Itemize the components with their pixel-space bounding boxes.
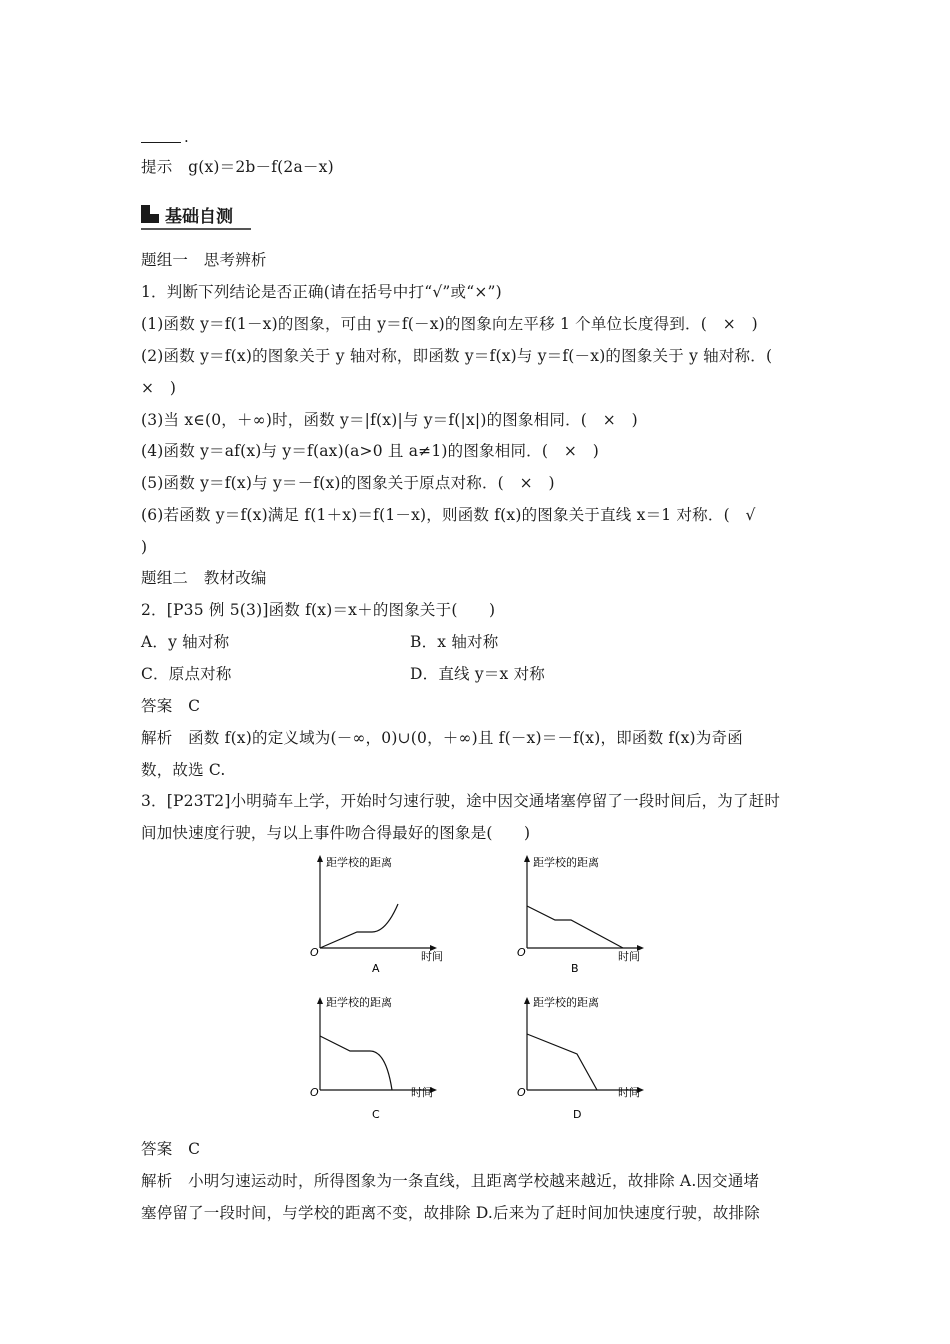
q2-analysis-1: 解析 函数 f(x)的定义域为(－∞，0)∪(0，＋∞)且 f(－x)＝－f(x)，即函数 f(x)为奇函 — [141, 729, 743, 747]
q1-item-2: (2)函数 y＝f(x)的图象关于 y 轴对称，即函数 y＝f(x)与 y＝f(－x)的图象关于 y 轴对称．( — [141, 347, 773, 365]
q3-stem-2: 间加快速度行驶，与以上事件吻合得最好的图象是( ) — [141, 824, 531, 842]
graph-a-y-label: 距学校的距离 — [326, 856, 392, 869]
answer-blank — [141, 142, 181, 143]
graph-c-y-label: 距学校的距离 — [326, 996, 392, 1009]
group2-title: 题组二 教材改编 — [141, 569, 267, 587]
q3-stem-1: 3．[P23T2]小明骑车上学，开始时匀速行驶，途中因交通堵塞停留了一段时间后，为了赶时 — [141, 792, 781, 810]
graph-d-x-label: 时间 — [618, 1086, 640, 1099]
group1-title: 题组一 思考辨析 — [141, 251, 267, 269]
graph-d-label: D — [573, 1108, 582, 1121]
q3-analysis-2: 塞停留了一段时间，与学校的距离不变，故排除 D.后来为了赶时间加快速度行驶，故排除 — [141, 1204, 760, 1222]
graph-c-label: C — [372, 1108, 380, 1121]
graph-a-origin: O — [310, 946, 319, 959]
q2-analysis-2: 数，故选 C. — [141, 761, 226, 779]
blank-period: . — [184, 128, 189, 146]
section-underline — [141, 228, 251, 230]
q3-analysis-1: 解析 小明匀速运动时，所得图象为一条直线，且距离学校越来越近，故排除 A.因交通堵 — [141, 1172, 760, 1190]
graph-c — [300, 992, 450, 1126]
q2-option-c: C．原点对称 — [141, 665, 232, 683]
q1-stem: 1．判断下列结论是否正确(请在括号中打“√”或“×”) — [141, 283, 502, 301]
q2-option-a: A．y 轴对称 — [141, 633, 230, 651]
hint-line: 提示 g(x)＝2b－f(2a－x) — [141, 158, 334, 176]
q2-option-d: D．直线 y＝x 对称 — [410, 665, 545, 683]
graph-d-origin: O — [517, 1086, 526, 1099]
graph-d — [507, 992, 657, 1126]
graph-b — [507, 852, 657, 981]
q1-item-3: (3)当 x∈(0，＋∞)时，函数 y＝|f(x)|与 y＝f(|x|)的图象相同．( × ) — [141, 411, 638, 429]
q1-item-5: (5)函数 y＝f(x)与 y＝－f(x)的图象关于原点对称．( × ) — [141, 474, 555, 492]
q1-item-2-cont: × ) — [141, 379, 177, 397]
graph-b-y-label: 距学校的距离 — [533, 856, 599, 869]
q2-answer: 答案 C — [141, 697, 201, 715]
graph-b-x-label: 时间 — [618, 950, 640, 963]
q3-answer: 答案 C — [141, 1140, 201, 1158]
graph-a-x-label: 时间 — [421, 950, 443, 963]
graph-d-y-label: 距学校的距离 — [533, 996, 599, 1009]
graph-c-origin: O — [310, 1086, 319, 1099]
q1-item-1: (1)函数 y＝f(1－x)的图象，可由 y＝f(－x)的图象向左平移 1 个单位长度得到．( × ) — [141, 315, 758, 333]
q1-item-6: (6)若函数 y＝f(x)满足 f(1＋x)＝f(1－x)，则函数 f(x)的图象关于直线 x＝1 对称．( √ — [141, 506, 756, 524]
q2-stem: 2．[P35 例 5(3)]函数 f(x)＝x＋的图象关于( ) — [141, 601, 496, 619]
q1-item-4: (4)函数 y＝af(x)与 y＝f(ax)(a>0 且 a≠1)的图象相同．( × ) — [141, 442, 599, 460]
graph-b-label: B — [571, 962, 579, 975]
q1-item-6-cont: ) — [141, 538, 148, 556]
section-title: 基础自测 — [165, 207, 233, 227]
q2-option-b: B．x 轴对称 — [410, 633, 499, 651]
graph-c-x-label: 时间 — [411, 1086, 433, 1099]
graph-a — [300, 852, 450, 981]
section-heading — [141, 201, 251, 229]
graph-b-origin: O — [517, 946, 526, 959]
graph-a-label: A — [372, 962, 380, 975]
